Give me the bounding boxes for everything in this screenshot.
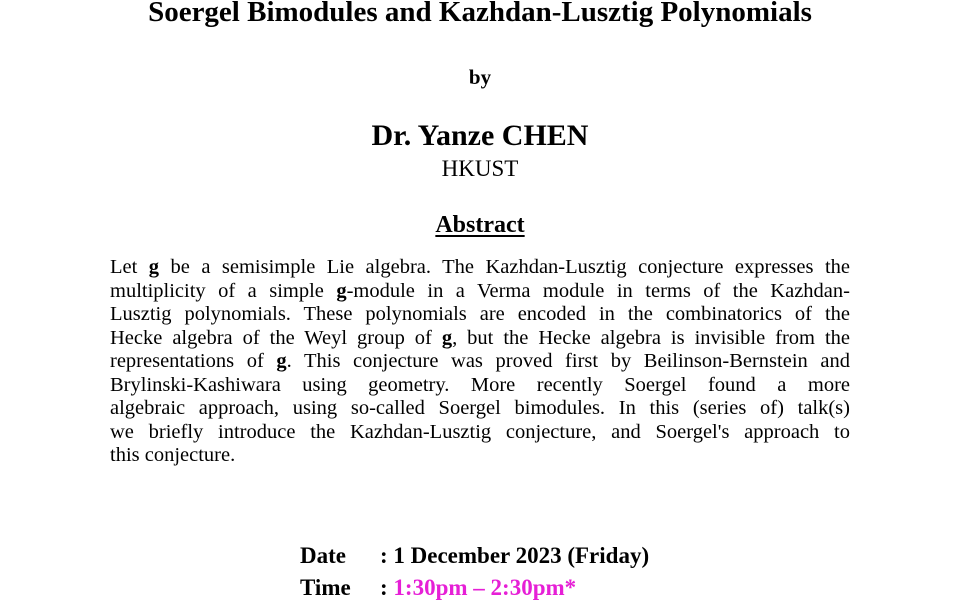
lie-algebra-symbol: g: [336, 279, 347, 302]
time-value-wrap: [380, 572, 576, 604]
abstract-line: [110, 374, 850, 398]
abstract-line: [110, 350, 850, 374]
by-label: by: [468, 65, 492, 89]
abstract-text: algebraic approach, using so-called Soergel bimodules. In this (series of) talk(s): [110, 397, 850, 419]
talk-title: Soergel Bimodules and Kazhdan-Lusztig Polynomials: [148, 0, 812, 28]
abstract-text: -module in a Verma module in terms of the Kazhdan-: [346, 279, 850, 302]
abstract-text: this conjecture.: [110, 444, 236, 466]
abstract-text: Brylinski-Kashiwara using geometry. More recently Soergel found a more: [110, 373, 850, 396]
abstract-text: multiplicity of a simple: [110, 279, 337, 302]
lie-algebra-symbol: g: [148, 256, 160, 278]
lie-algebra-symbol: g: [276, 350, 287, 372]
date-label: Date: [300, 543, 346, 568]
event-details: [300, 540, 649, 604]
speaker-affiliation: HKUST: [441, 156, 519, 181]
abstract-line: [110, 444, 850, 468]
abstract-text: . This conjecture was proved first by Beilinson-Bernstein and: [286, 350, 850, 372]
abstract-line: [110, 327, 850, 351]
abstract-line: [110, 303, 850, 327]
time-value: 1:30pm – 2:30pm*: [393, 575, 577, 600]
abstract-text: we briefly introduce the Kazhdan-Lusztig conjecture, and Soergel's approach to: [110, 420, 850, 443]
abstract-heading-text: Abstract: [435, 212, 525, 238]
abstract-text: Let: [110, 256, 149, 278]
date-row: [300, 540, 649, 572]
abstract-line: [110, 421, 850, 445]
abstract-line: [110, 256, 850, 280]
time-row: [300, 572, 649, 604]
abstract-line: [110, 397, 850, 421]
abstract-text: representations of: [110, 350, 277, 372]
abstract-text: Lusztig polynomials. These polynomials are encoded in the combinatorics of the: [110, 303, 850, 325]
time-prefix: :: [380, 575, 394, 600]
date-value: : 1 December 2023 (Friday): [380, 543, 650, 568]
abstract-text: Hecke algebra of the Weyl group of: [110, 326, 442, 349]
abstract-heading: [0, 210, 960, 240]
abstract-body: [110, 256, 850, 468]
time-label: Time: [300, 575, 351, 600]
abstract-line: [110, 280, 850, 304]
abstract-text: be a semisimple Lie algebra. The Kazhdan-Lusztig conjecture expresses the: [159, 256, 850, 278]
lie-algebra-symbol: g: [441, 326, 453, 349]
speaker-name: Dr. Yanze CHEN: [371, 119, 589, 152]
abstract-text: , but the Hecke algebra is invisible from the: [452, 326, 850, 349]
